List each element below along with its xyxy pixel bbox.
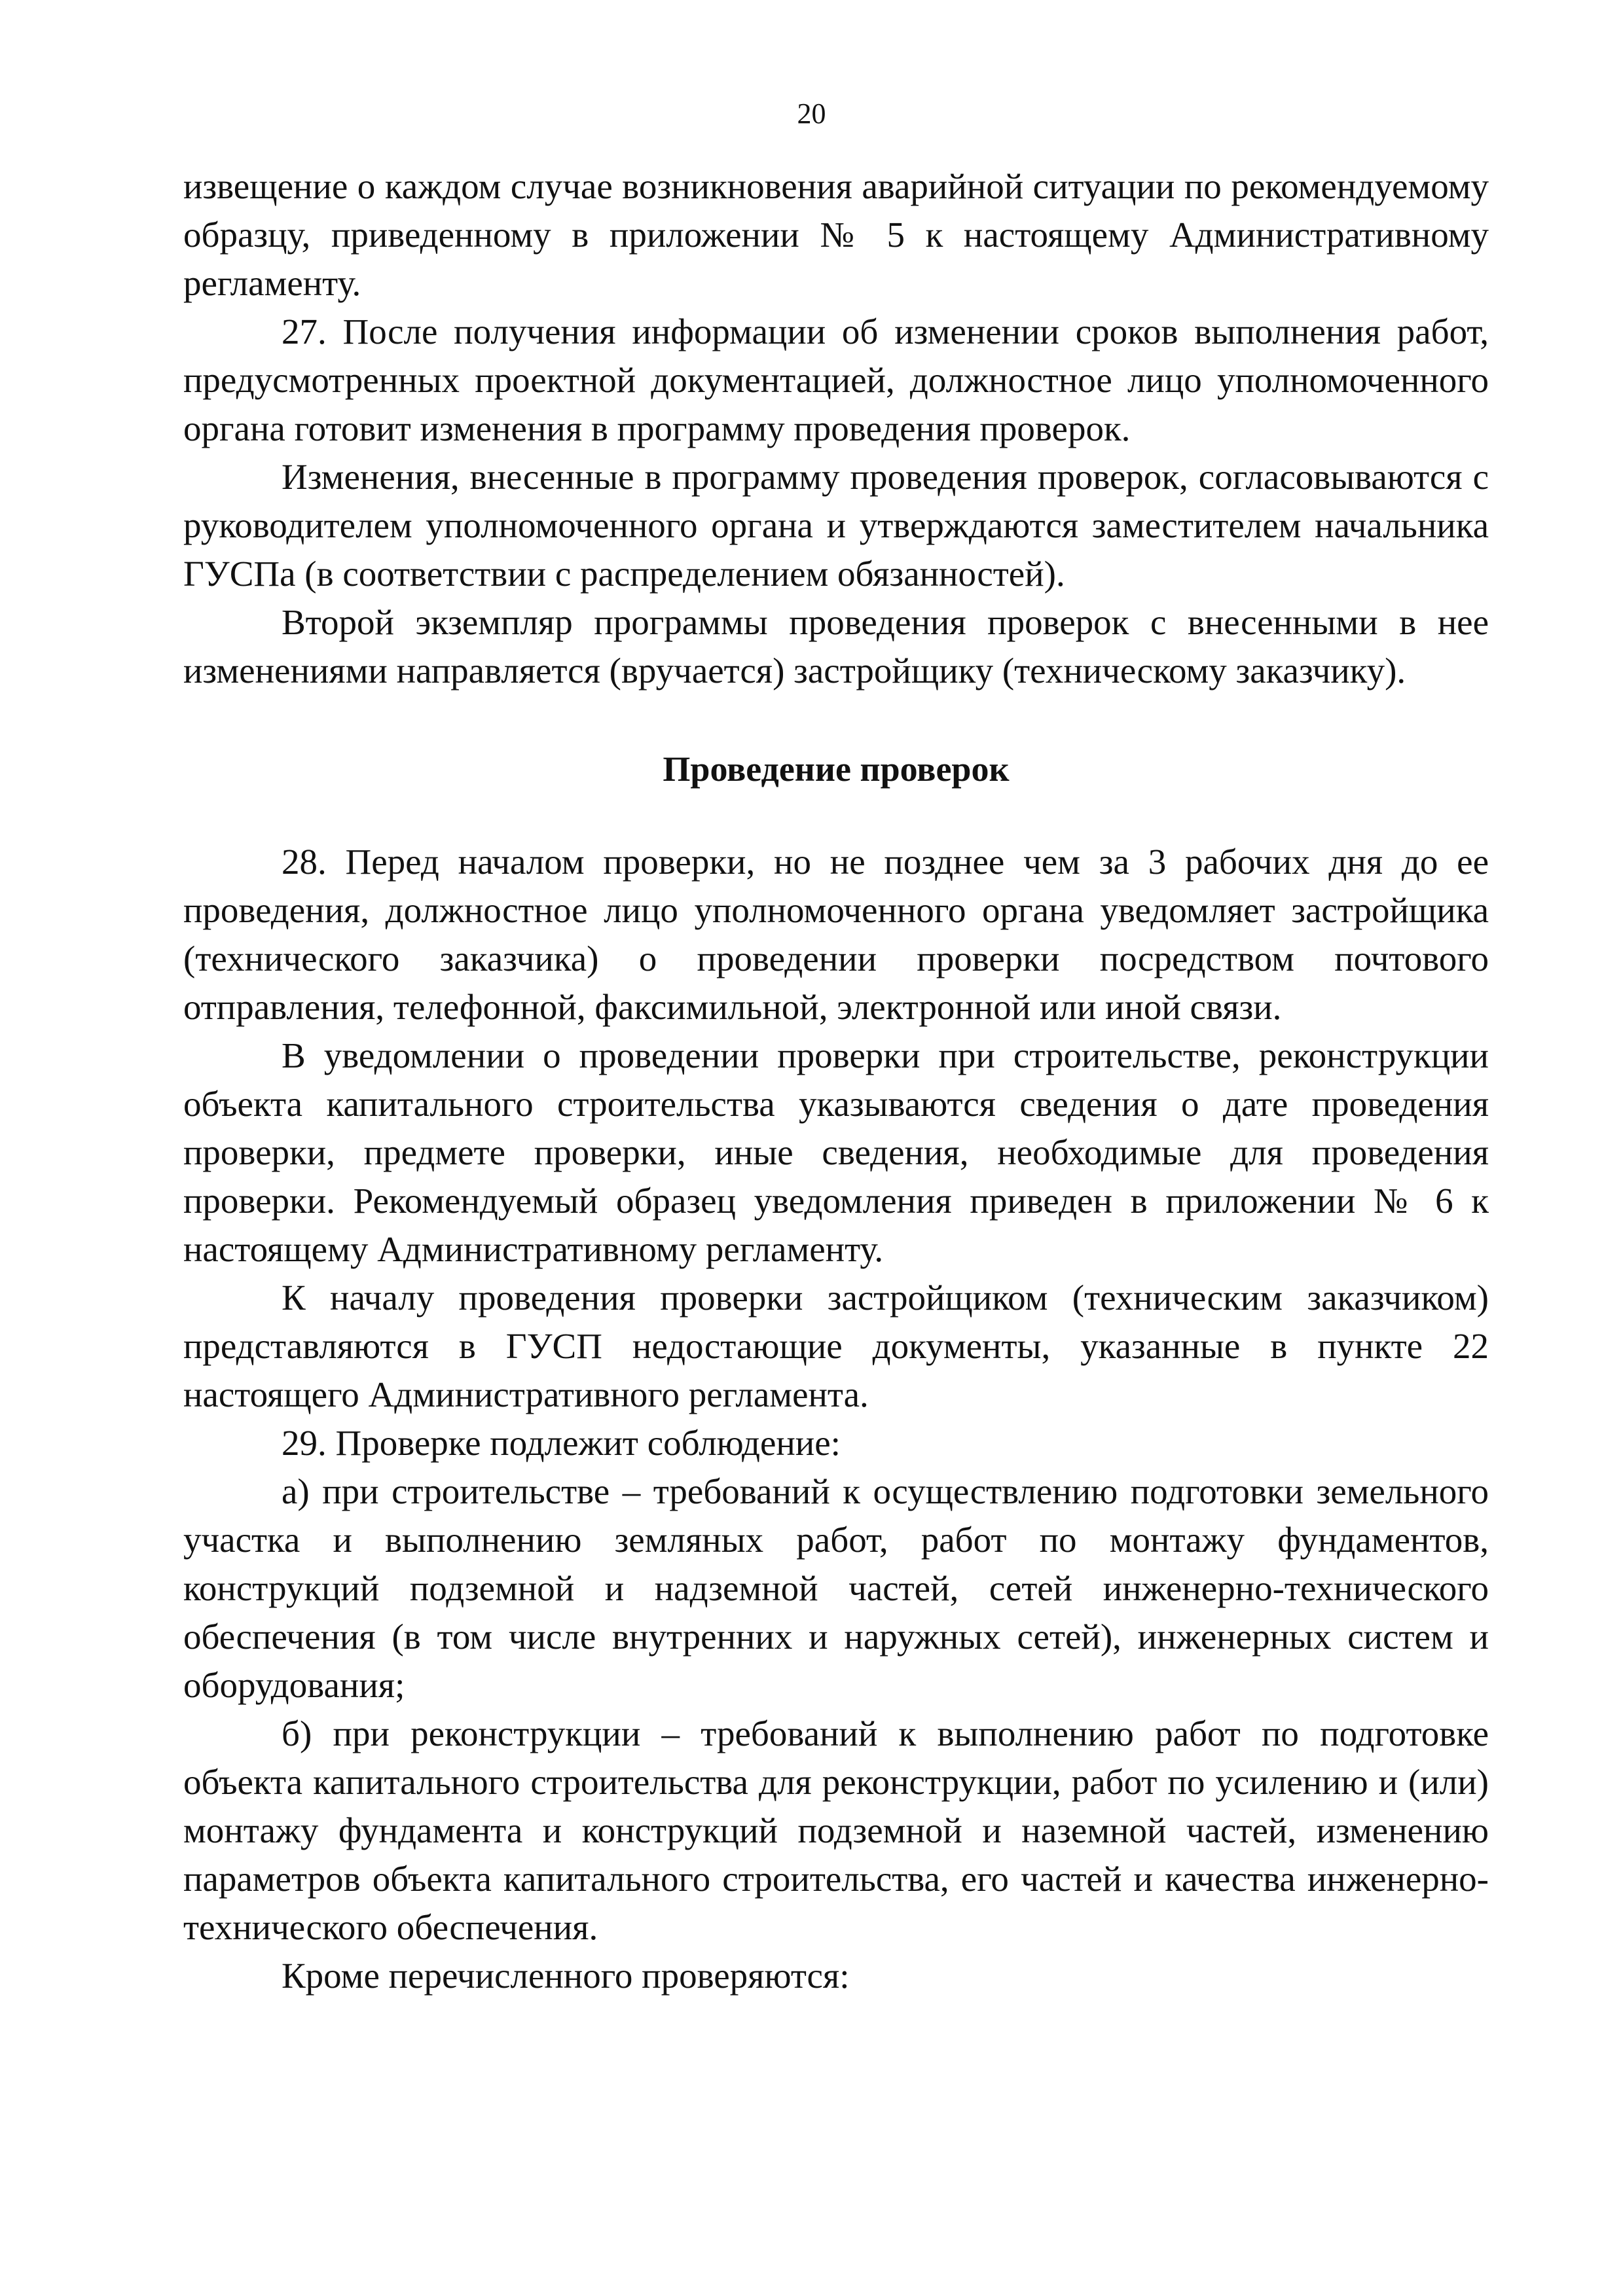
- list-item-a: а) при строительстве – требований к осуществлению подготовки земельного участка и выполнению земляных работ, работ по монтажу фундаментов, конструкций подземной и надземной частей, сетей инженерно-технического обеспечения (в том числе внутренних и наружных сетей), инженерных систем и оборудования;: [183, 1471, 1489, 1705]
- paragraph-27: 27. После получения информации об изменении сроков выполнения работ, предусмотренных проектной документацией, должностное лицо уполномоченного органа готовит изменения в программу проведения проверок.: [183, 312, 1489, 448]
- paragraph-also-checked: Кроме перечисленного проверяются:: [282, 1956, 850, 1996]
- paragraph-second-copy: Второй экземпляр программы проведения проверок с внесенными в нее изменениями направляется (вручается) застройщику (техническому заказчику).: [183, 602, 1489, 691]
- paragraph-notification-details: В уведомлении о проведении проверки при строительстве, реконструкции объекта капитального строительства указываются сведения о дате проведения проверки, предмете проверки, иные сведения, необходимые для проведения проверки. Рекомендуемый образец уведомления приведен в приложении № 6 к настоящему Административному регламенту.: [183, 1035, 1489, 1269]
- paragraph-29: 29. Проверке подлежит соблюдение:: [282, 1423, 841, 1463]
- paragraph-emergency-notice: извещение о каждом случае возникновения аварийной ситуации по рекомендуемому образцу, приведенному в приложении № 5 к настоящему Административному регламенту.: [183, 166, 1489, 303]
- paragraph-changes-approval: Изменения, внесенные в программу проведения проверок, согласовываются с руководителем уполномоченного органа и утверждаются заместителем начальника ГУСПа (в соответствии с распределением обязанностей).: [183, 457, 1489, 594]
- paragraph-28: 28. Перед началом проверки, но не позднее чем за 3 рабочих дня до ее проведения, должностное лицо уполномоченного органа уведомляет застройщика (технического заказчика) о проведении проверки посредством почтового отправления, телефонной, факсимильной, электронной или иной связи.: [183, 842, 1489, 1027]
- paragraph-missing-documents: К началу проведения проверки застройщиком (техническим заказчиком) представляются в ГУСП недостающие документы, указанные в пункте 22 настоящего Административного регламента.: [183, 1278, 1489, 1414]
- page-number: 20: [797, 98, 826, 130]
- document-body: [183, 162, 1489, 2000]
- list-item-b: б) при реконструкции – требований к выполнению работ по подготовке объекта капитального строительства для реконструкции, работ по усилению и (или) монтажу фундамента и конструкций подземной и наземной частей, изменению параметров объекта капитального строительства, его частей и качества инженерно-технического обеспечения.: [183, 1713, 1489, 1947]
- section-heading: Проведение проверок: [663, 749, 1010, 789]
